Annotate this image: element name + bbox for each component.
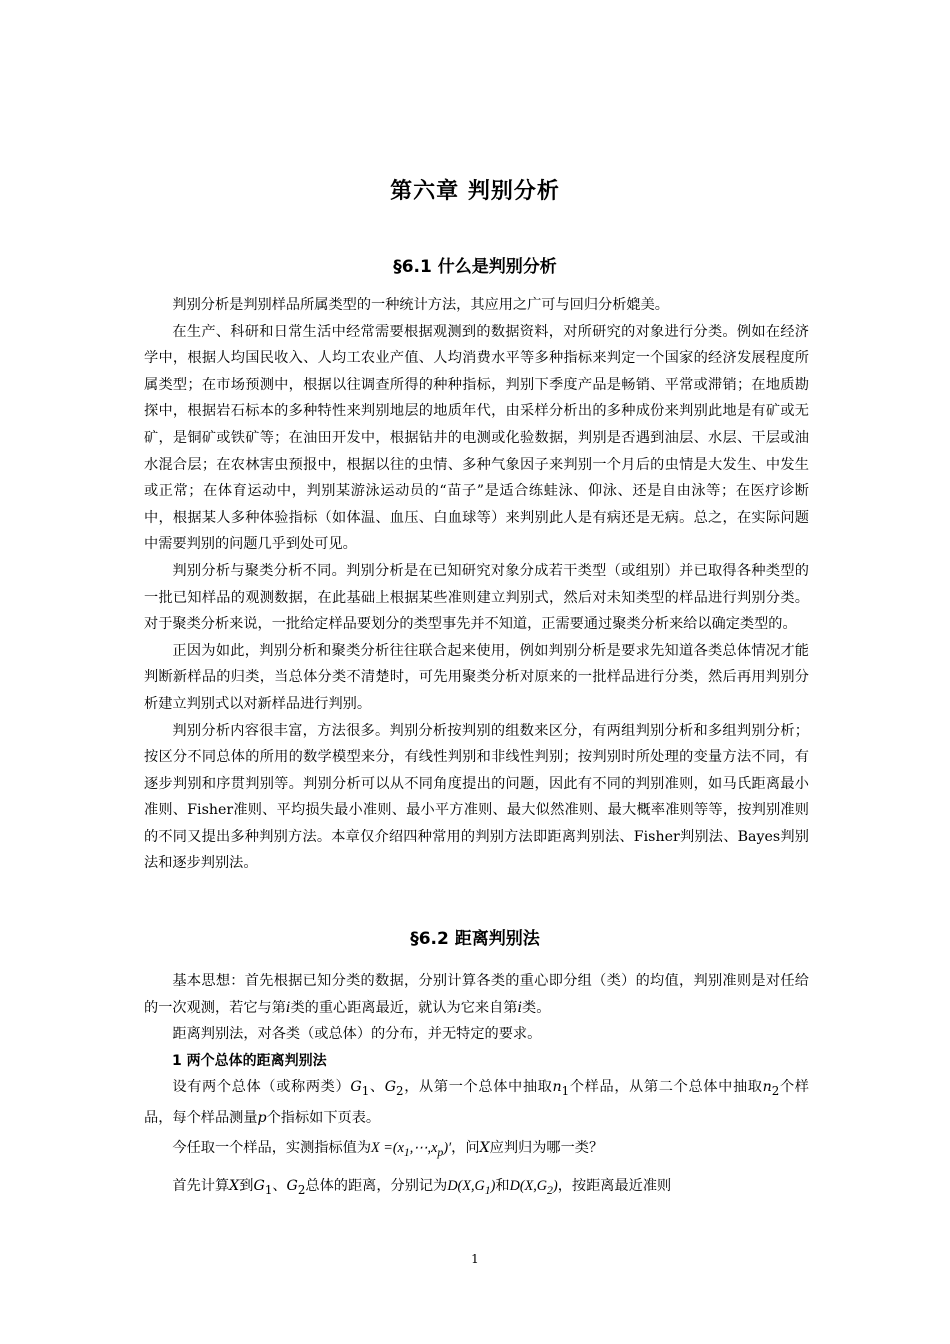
paragraph-setup: 设有两个总体（或称两类）$G_1$、$G_2$，从第一个总体中抽取$n_1$个样品，从第二个总体中抽取$n_2$个样品，每个样品测量p个指标如下页表。 xyxy=(144,1079,809,1126)
formula-distance-g2: $D(X,G_2)$ xyxy=(509,1178,558,1198)
page-number: 1 xyxy=(471,1252,479,1266)
paragraph: 判别分析与聚类分析不同。判别分析是在已知研究对象分成若干类型（或组别）并已取得各种类型的一批已知样品的观测数据，在此基础上根据某些准则建立判别式，然后对未知类型的样品进行判别分类。对于聚类分析来说，一批给定样品要划分的类型事先并不知道，正需要通过聚类分析来给以确定类型的。 xyxy=(144,562,809,633)
section-6-1-body xyxy=(144,292,809,877)
formula-distance-g1: $D(X,G_1)$ xyxy=(447,1178,496,1198)
paragraph-sample: 今任取一个样品，实测指标值为$X =(x_1,\cdots,x_p)'$，问X应判归为哪一类？ xyxy=(172,1140,604,1160)
subheading-two-populations: 1 两个总体的距离判别法 xyxy=(172,1052,327,1069)
paragraph-basic-idea: 基本思想：首先根据已知分类的数据，分别计算各类的重心即分组（类）的均值，判别准则是对任给的一次观测，若它与第i类的重心距离最近，就认为它来自第i类。 xyxy=(144,973,809,1016)
paragraph: 正因为如此，判别分析和聚类分析往往联合起来使用，例如判别分析是要求先知道各类总体情况才能判断新样品的归类，当总体分类不清楚时，可先用聚类分析对原来的一批样品进行分类，然后再用判别分析建立判别式以对新样品进行判别。 xyxy=(144,642,809,712)
paragraph: 判别分析是判别样品所属类型的一种统计方法，其应用之广可与回归分析媲美。 xyxy=(172,297,669,313)
section-title-6-1: §6.1 什么是判别分析 xyxy=(393,257,557,277)
paragraph: 在生产、科研和日常生活中经常需要根据观测到的数据资料，对所研究的对象进行分类。例如在经济学中，根据人均国民收入、人均工农业产值、人均消费水平等多种指标来判定一个国家的经济发展程度所属类型；在市场预测中，根据以往调查所得的种种指标，判别下季度产品是畅销、平常或滞销；在地质勘探中，根据岩石标本的多种特性来判别地层的地质年代，由采样分析出的多种成份来判别此地是有矿或无矿，是铜矿或铁矿等；在油田开发中，根据钻井的电测或化验数据，判别是否遇到油层、水层、干层或油水混合层；在农林害虫预报中，根据以往的虫情、多种气象因子来判别一个月后的虫情是大发生、中发生或正常；在体育运动中，判别某游泳运动员的“苗子”是适合练蛙泳、仰泳、还是自由泳等；在医疗诊断中，根据某人多种体验指标（如体温、血压、白血球等）来判别此人是有病还是无病。总之，在实际问题中需要判别的问题几乎到处可见。 xyxy=(144,323,809,553)
paragraph: 距离判别法，对各类（或总体）的分布，并无特定的要求。 xyxy=(172,1026,542,1043)
paragraph-distance: 首先计算X到$G_1$、$G_2$总体的距离，分别记为$D(X,G_1)$和$D(X,G_2)$，按距离最近准则 xyxy=(172,1178,672,1198)
section-title-6-2: §6.2 距离判别法 xyxy=(410,929,540,949)
formula-x-vector: $X =(x_1,\cdots,x_p)'$ xyxy=(371,1140,452,1160)
section-6-2-body xyxy=(144,968,809,1207)
chapter-title: 第六章 判别分析 xyxy=(390,179,560,204)
paragraph: 判别分析内容很丰富，方法很多。判别分析按判别的组数来区分，有两组判别分析和多组判别分析；按区分不同总体的所用的数学模型来分，有线性判别和非线性判别；按判别时所处理的变量方法不同，有逐步判别和序贯判别等。判别分析可以从不同角度提出的问题，因此有不同的判别准则，如马氏距离最小准则、Fisher准则、平均损失最小准则、最小平方准则、最大似然准则、最大概率准则等等，按判别准则的不同又提出多种判别方法。本章仅介绍四种常用的判别方法即距离判别法、Fisher判别法、Bayes判别法和逐步判别法。 xyxy=(144,722,809,872)
